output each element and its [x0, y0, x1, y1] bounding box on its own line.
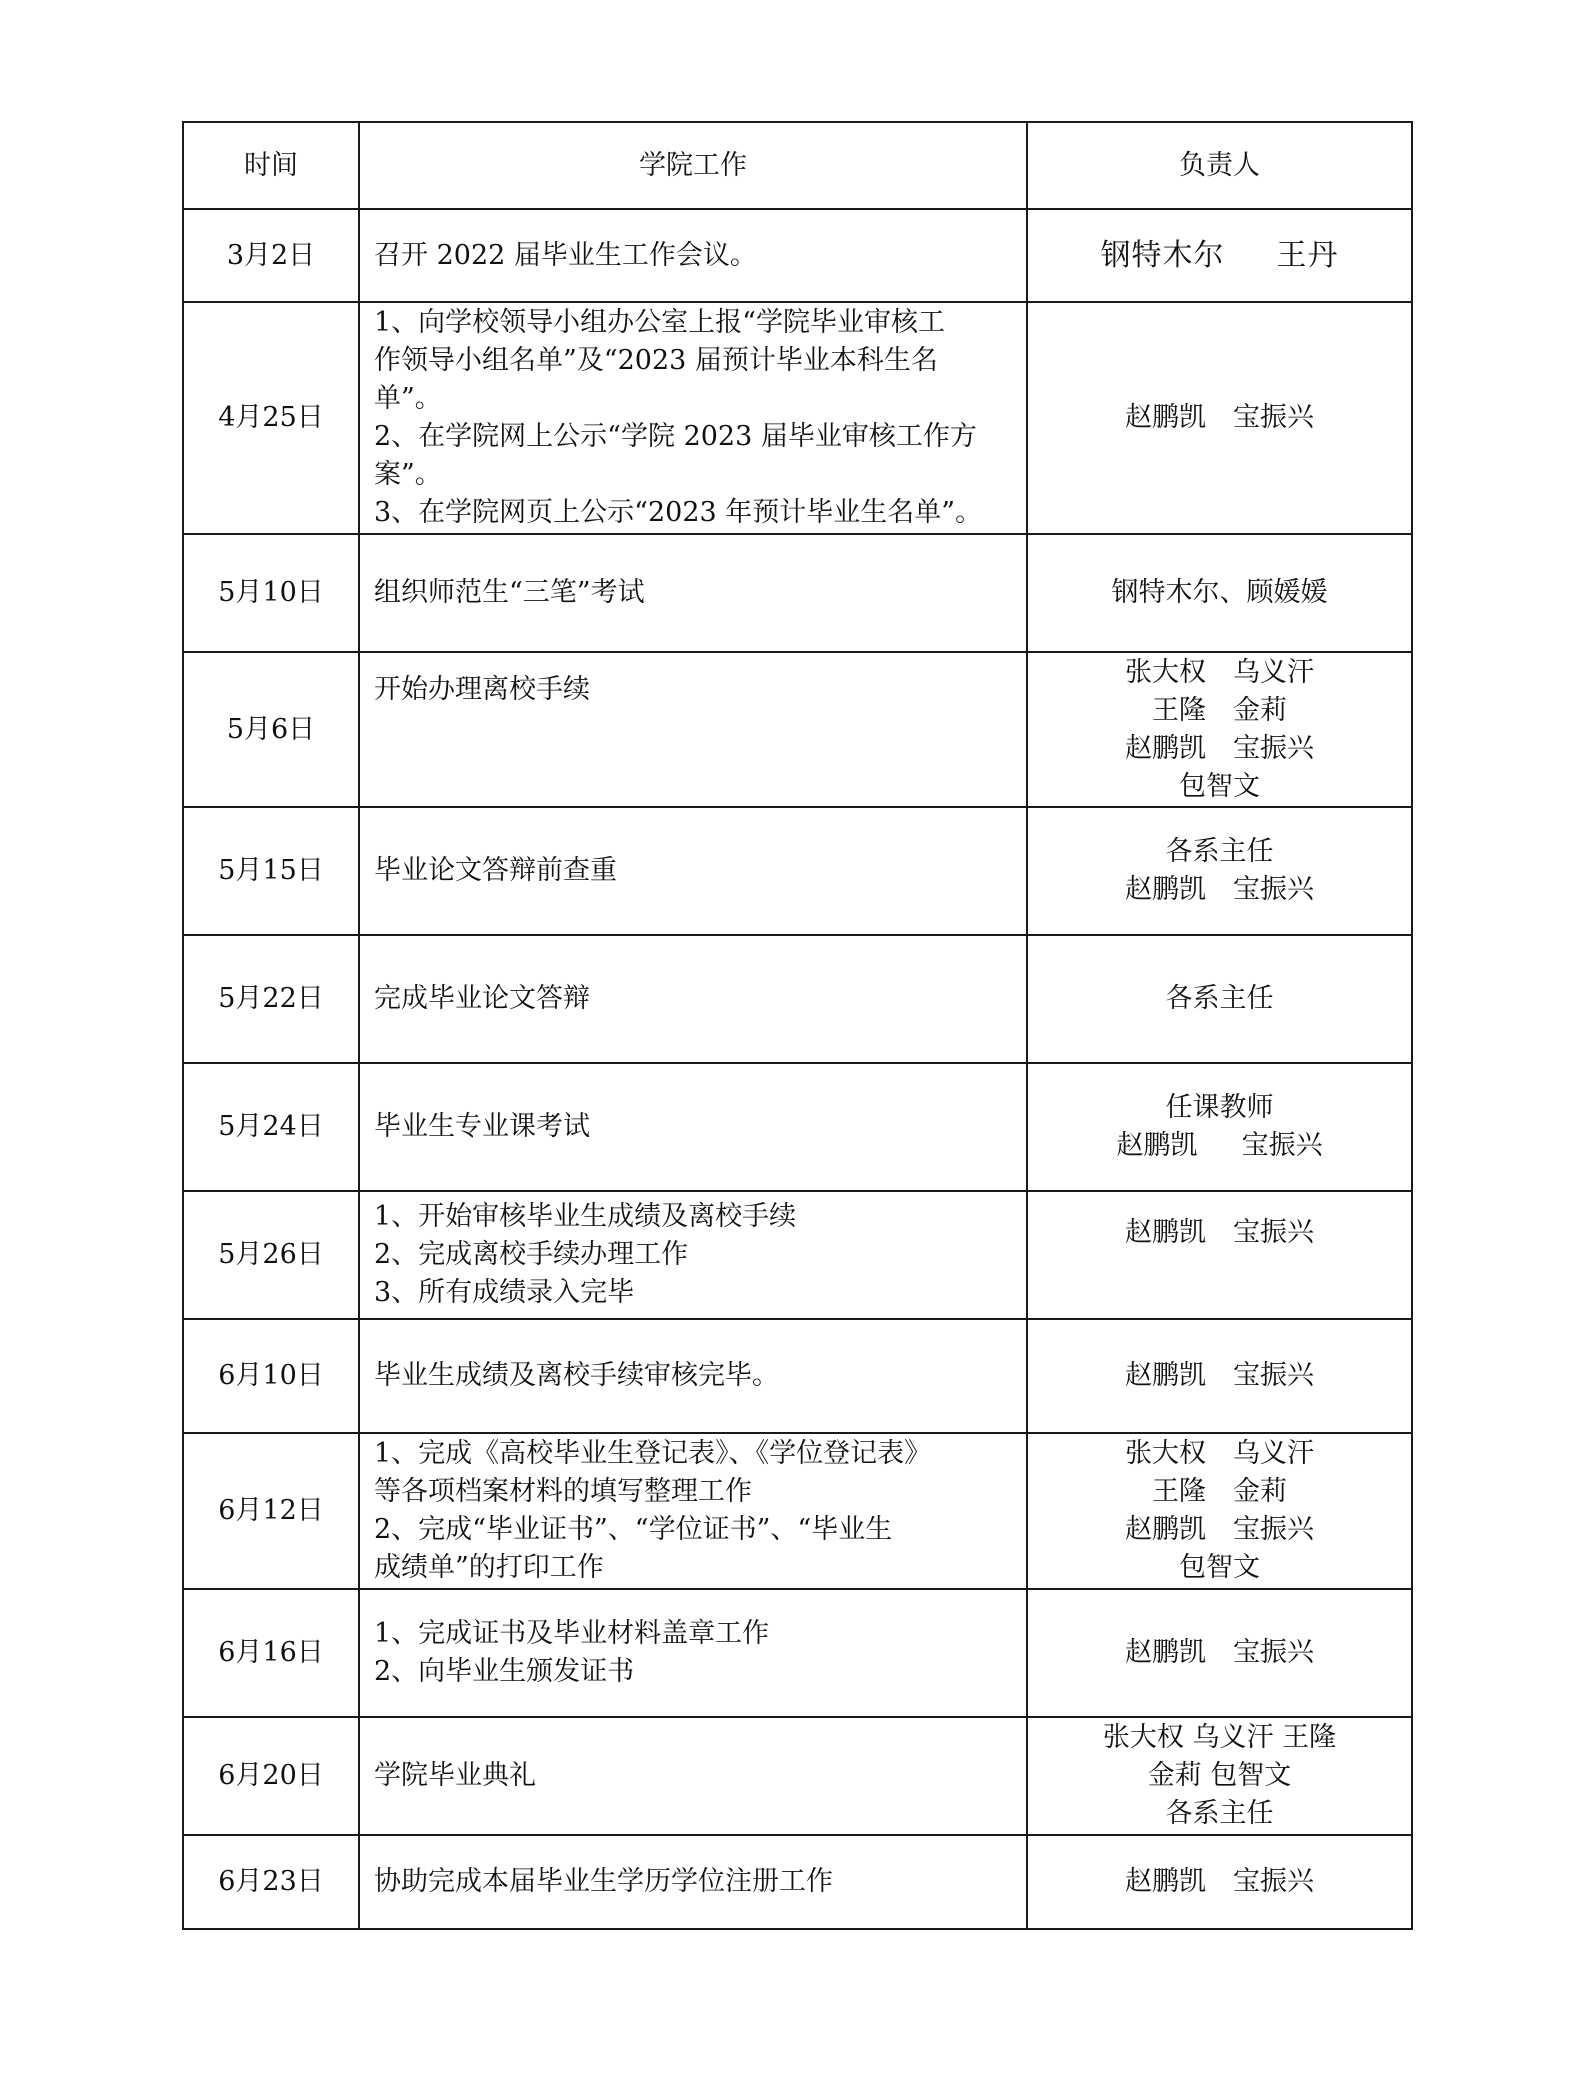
cell-time: 5月24日	[183, 1063, 359, 1191]
owner-line: 赵鹏凯 宝振兴	[1125, 874, 1314, 905]
cell-time: 5月15日	[183, 807, 359, 935]
owner-line: 赵鹏凯 宝振兴	[1125, 1866, 1314, 1897]
owner-line: 钢特木尔 王丹	[1100, 237, 1339, 273]
cell-time: 6月12日	[183, 1433, 359, 1589]
cell-time: 5月6日	[183, 652, 359, 807]
work-line: 等各项档案材料的填写整理工作	[374, 1476, 752, 1507]
cell-work	[359, 652, 1027, 807]
table-row	[183, 1433, 1412, 1589]
table-row	[183, 807, 1412, 935]
work-line: 作领导小组名单”及“2023 届预计毕业本科生名	[374, 345, 938, 376]
cell-owner	[1027, 1063, 1412, 1191]
header-time: 时间	[183, 122, 359, 209]
owner-line: 王隆 金莉	[1152, 694, 1287, 726]
work-line: 3、所有成绩录入完毕	[374, 1277, 635, 1308]
cell-work	[359, 1717, 1027, 1835]
table-row	[183, 1717, 1412, 1835]
table-row	[183, 1191, 1412, 1319]
owner-line: 赵鹏凯 宝振兴	[1125, 402, 1314, 433]
owner-line: 钢特木尔、顾媛媛	[1111, 577, 1328, 608]
cell-work	[359, 1063, 1027, 1191]
cell-time: 4月25日	[183, 302, 359, 534]
cell-time: 5月26日	[183, 1191, 359, 1319]
owner-line: 赵鹏凯 宝振兴	[1125, 1360, 1314, 1391]
cell-owner	[1027, 302, 1412, 534]
cell-owner	[1027, 209, 1412, 302]
work-line: 单”。	[374, 383, 442, 414]
table-row	[183, 935, 1412, 1063]
cell-time: 5月22日	[183, 935, 359, 1063]
cell-owner	[1027, 1319, 1412, 1433]
owner-line: 王隆 金莉	[1152, 1476, 1287, 1507]
work-line: 召开 2022 届毕业生工作会议。	[374, 239, 757, 271]
cell-work	[359, 935, 1027, 1063]
owner-line: 任课教师	[1165, 1092, 1274, 1123]
schedule-table	[182, 121, 1413, 1930]
owner-line: 各系主任	[1165, 1798, 1274, 1829]
cell-time: 6月10日	[183, 1319, 359, 1433]
owner-line: 赵鹏凯 宝振兴	[1125, 732, 1314, 764]
cell-work	[359, 807, 1027, 935]
owner-line: 各系主任	[1165, 983, 1274, 1014]
cell-time: 6月20日	[183, 1717, 359, 1835]
cell-work	[359, 534, 1027, 652]
cell-work	[359, 1835, 1027, 1929]
cell-owner	[1027, 1191, 1412, 1319]
table-row	[183, 652, 1412, 807]
work-line: 组织师范生“三笔”考试	[374, 577, 645, 608]
work-line: 1、完成《高校毕业生登记表》、《学位登记表》	[374, 1438, 932, 1469]
cell-work	[359, 1589, 1027, 1717]
cell-owner	[1027, 1835, 1412, 1929]
work-line: 2、完成“毕业证书”、“学位证书”、“毕业生	[374, 1514, 893, 1545]
owner-line: 各系主任	[1165, 836, 1274, 867]
cell-owner	[1027, 1433, 1412, 1589]
work-line: 2、完成离校手续办理工作	[374, 1239, 689, 1270]
table-row	[183, 1063, 1412, 1191]
work-line: 毕业论文答辩前查重	[374, 855, 617, 886]
owner-line: 包智文	[1179, 1552, 1260, 1583]
cell-work	[359, 1319, 1027, 1433]
table-row	[183, 209, 1412, 302]
work-line: 协助完成本届毕业生学历学位注册工作	[374, 1866, 833, 1897]
table-row	[183, 302, 1412, 534]
cell-time: 5月10日	[183, 534, 359, 652]
work-line: 毕业生成绩及离校手续审核完毕。	[374, 1360, 779, 1391]
work-line: 毕业生专业课考试	[374, 1111, 590, 1142]
owner-line: 张大权 乌义汗	[1125, 1438, 1314, 1469]
owner-line: 张大权 乌义汗 王隆	[1102, 1722, 1337, 1753]
cell-owner	[1027, 807, 1412, 935]
work-line: 1、完成证书及毕业材料盖章工作	[374, 1618, 770, 1649]
cell-work	[359, 302, 1027, 534]
work-line: 完成毕业论文答辩	[374, 983, 590, 1014]
work-line: 3、在学院网页上公示“2023 年预计毕业生名单”。	[374, 497, 983, 528]
table-row	[183, 1835, 1412, 1929]
cell-time: 3月2日	[183, 209, 359, 302]
owner-line: 赵鹏凯 宝振兴	[1125, 1514, 1314, 1545]
header-owner: 负责人	[1027, 122, 1412, 209]
work-line: 成绩单”的打印工作	[374, 1552, 604, 1583]
cell-owner	[1027, 935, 1412, 1063]
table-row	[183, 1319, 1412, 1433]
header-row	[183, 122, 1412, 209]
cell-time: 6月16日	[183, 1589, 359, 1717]
cell-owner	[1027, 1717, 1412, 1835]
work-line: 1、开始审核毕业生成绩及离校手续	[374, 1201, 797, 1232]
owner-line: 赵鹏凯 宝振兴	[1116, 1130, 1323, 1161]
cell-owner	[1027, 1589, 1412, 1717]
cell-owner	[1027, 652, 1412, 807]
cell-work	[359, 1191, 1027, 1319]
work-line: 学院毕业典礼	[374, 1760, 536, 1791]
work-line: 开始办理离校手续	[374, 674, 590, 705]
table-row	[183, 534, 1412, 652]
owner-line: 赵鹏凯 宝振兴	[1125, 1637, 1314, 1668]
work-line: 2、向毕业生颁发证书	[374, 1656, 635, 1687]
work-line: 2、在学院网上公示“学院 2023 届毕业审核工作方	[374, 421, 977, 452]
cell-work	[359, 209, 1027, 302]
cell-work	[359, 1433, 1027, 1589]
owner-line: 包智文	[1179, 770, 1260, 802]
owner-line: 张大权 乌义汗	[1125, 656, 1314, 688]
owner-line: 金莉 包智文	[1147, 1760, 1292, 1791]
cell-owner	[1027, 534, 1412, 652]
table-row	[183, 1589, 1412, 1717]
owner-line: 赵鹏凯 宝振兴	[1125, 1217, 1314, 1248]
work-line: 案”。	[374, 459, 442, 490]
header-work: 学院工作	[359, 122, 1027, 209]
work-line: 1、向学校领导小组办公室上报“学院毕业审核工	[374, 307, 945, 338]
cell-time: 6月23日	[183, 1835, 359, 1929]
